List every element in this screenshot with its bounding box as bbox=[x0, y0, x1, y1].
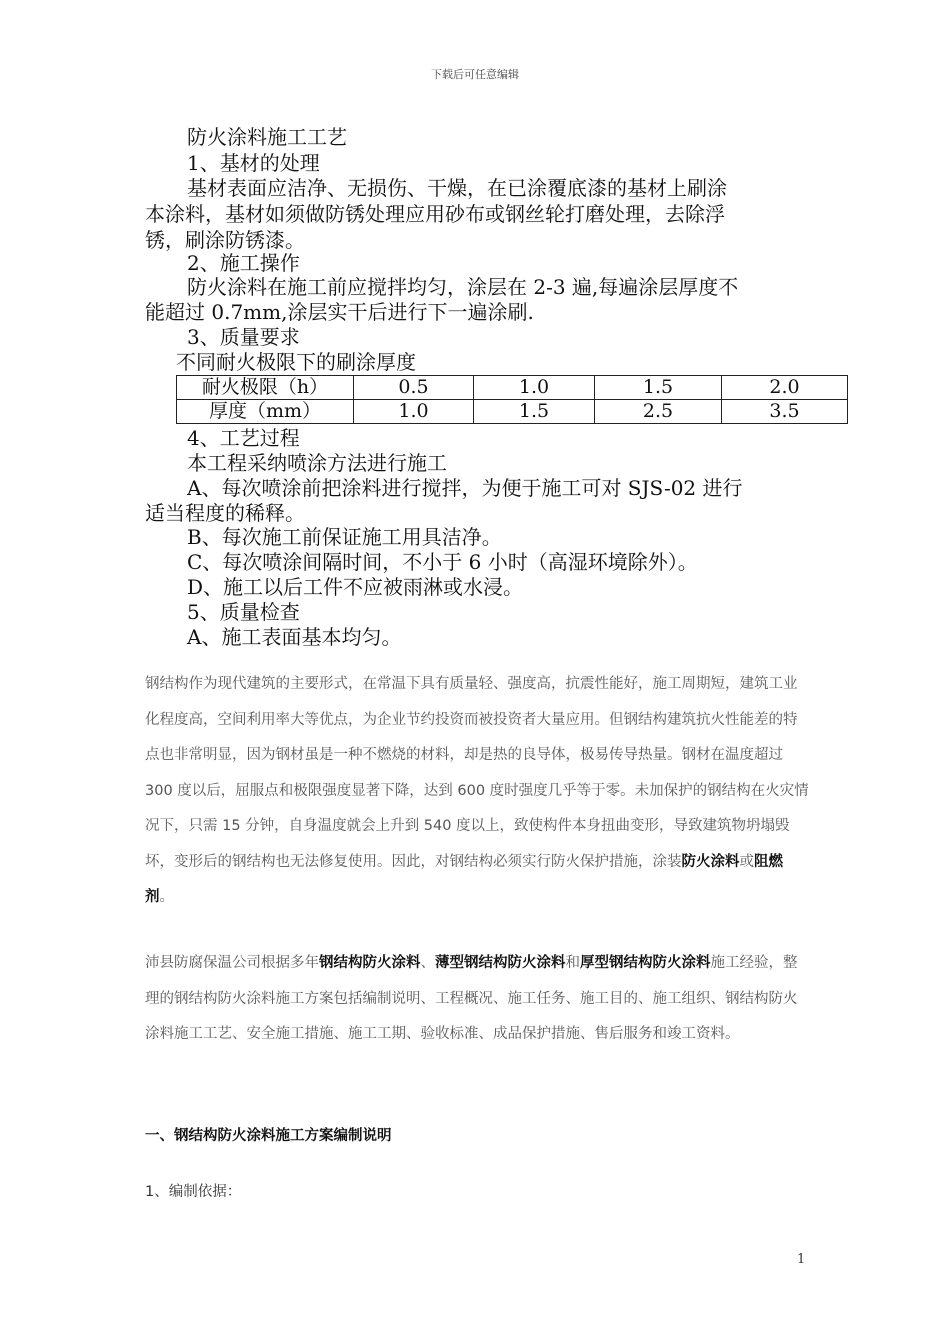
table-cell: 厚度（mm） bbox=[177, 400, 354, 424]
link-thick-coating[interactable]: 厚型钢结构防火涂料 bbox=[580, 955, 711, 971]
section-4-item: A、每次喷涂前把涂料进行搅拌，为便于施工可对 SJS-02 进行 bbox=[187, 476, 743, 500]
section-4-intro: 本工程采纳喷涂方法进行施工 bbox=[187, 451, 447, 475]
section-4-heading: 4、工艺过程 bbox=[187, 426, 300, 450]
link-fire-coating[interactable]: 防火涂料 bbox=[681, 853, 740, 870]
table-row bbox=[177, 376, 848, 400]
section-3-heading: 3、质量要求 bbox=[187, 325, 300, 349]
section-5-heading: 5、质量检查 bbox=[187, 600, 300, 624]
section-heading: 一、钢结构防火涂料施工方案编制说明 bbox=[145, 1128, 392, 1144]
table-row bbox=[177, 400, 848, 424]
intro-paragraph: 钢结构作为现代建筑的主要形式，在常温下具有质量轻、强度高，抗震性能好，施工周期短，建筑工业化程度高，空间利用率大等优点，为企业节约投资而被投资者大量应用。但钢结构建筑抗火性能差的特点也非常明显，因为钢材虽是一种不燃烧的材料，却是热的良导体，极易传导热量。钢材在温度超过 300 度以后，屈服点和极限强度显著下降，达到 600 度时强度几乎等于零。未加保护的钢结构在火灾情况下，只需 15 分钟，自身温度就会上升到 540 度以上，致使构件本身扭曲变形，导致建筑物坍塌毁坏，变形后的钢结构也无法修复使用。因此，对钢结构必须实行防火保护措施，涂装防火涂料或阻燃剂。 bbox=[145, 676, 809, 905]
table-cell: 1.0 bbox=[354, 400, 474, 424]
link-retardant[interactable]: 阻燃剂 bbox=[145, 853, 783, 905]
table-cell: 2.0 bbox=[722, 376, 848, 400]
section-4-item: B、每次施工前保证施工用具洁净。 bbox=[187, 525, 502, 549]
section-4-item: 适当程度的稀释。 bbox=[145, 501, 305, 525]
table-cell: 1.5 bbox=[595, 376, 722, 400]
table-cell: 0.5 bbox=[354, 376, 474, 400]
section-1-line: 本涂料，基材如须做防锈处理应用砂布或钢丝轮打磨处理，去除浮 bbox=[145, 202, 725, 226]
table-cell: 1.5 bbox=[474, 400, 595, 424]
section-1-heading: 1、基材的处理 bbox=[187, 151, 320, 175]
page-number: 1 bbox=[797, 1252, 806, 1267]
section-1-line: 基材表面应洁净、无损伤、干燥，在已涂覆底漆的基材上刷涂 bbox=[187, 176, 727, 200]
basis-heading: 1、编制依据： bbox=[145, 1184, 242, 1200]
table-cell: 1.0 bbox=[474, 376, 595, 400]
company-paragraph: 沛县防腐保温公司根据多年钢结构防火涂料、薄型钢结构防火涂料和厚型钢结构防火涂料施工经验，整理的钢结构防火涂料施工方案包括编制说明、工程概况、施工任务、施工目的、施工组织、钢结构防火涂料施工工艺、安全施工措施、施工工期、验收标准、成品保护措施、售后服务和竣工资料。 bbox=[145, 955, 798, 1042]
table-caption: 不同耐火极限下的刷涂厚度 bbox=[176, 350, 416, 374]
doc-title: 防火涂料施工工艺 bbox=[187, 125, 347, 149]
table-cell: 3.5 bbox=[722, 400, 848, 424]
section-1-line: 锈，刷涂防锈漆。 bbox=[145, 228, 305, 252]
table-cell: 耐火极限（h） bbox=[177, 376, 354, 400]
section-4-item: C、每次喷涂间隔时间，不小于 6 小时（高湿环境除外）。 bbox=[187, 550, 698, 574]
section-2-heading: 2、施工操作 bbox=[187, 251, 300, 275]
table-cell: 2.5 bbox=[595, 400, 722, 424]
section-5-item: A、施工表面基本均匀。 bbox=[187, 625, 402, 649]
section-2-line: 防火涂料在施工前应搅拌均匀，涂层在 2-3 遍,每遍涂层厚度不 bbox=[187, 275, 739, 299]
section-2-line: 能超过 0.7mm,涂层实干后进行下一遍涂刷. bbox=[145, 300, 534, 324]
section-4-item: D、施工以后工件不应被雨淋或水浸。 bbox=[187, 575, 524, 599]
page-header: 下载后可任意编辑 bbox=[431, 68, 519, 81]
link-thin-coating[interactable]: 薄型钢结构防火涂料 bbox=[435, 955, 566, 971]
thickness-table bbox=[176, 375, 848, 424]
link-steel-fire-coating[interactable]: 钢结构防火涂料 bbox=[319, 955, 421, 971]
